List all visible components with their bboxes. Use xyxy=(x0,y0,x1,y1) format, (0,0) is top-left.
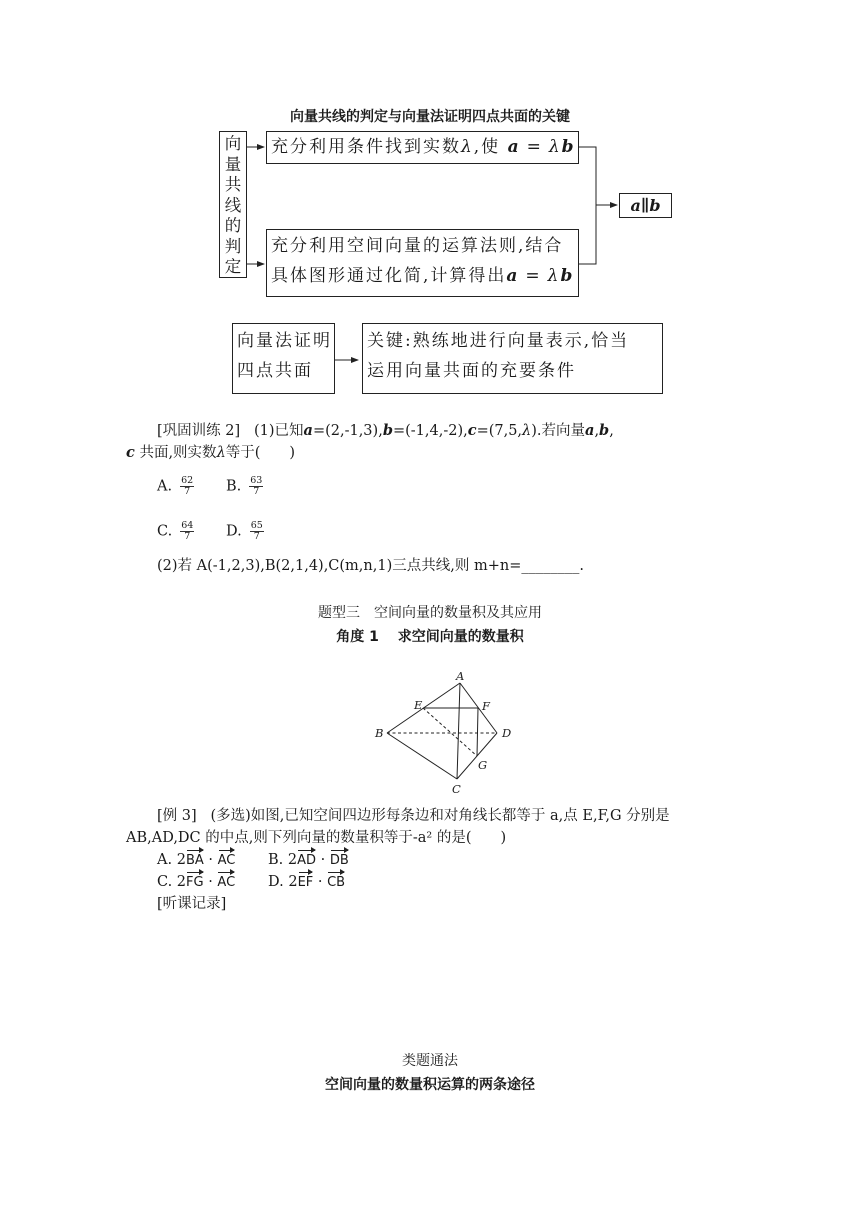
section-heading: 向量共线的判定与向量法证明四点共面的关键 xyxy=(290,109,570,125)
exercise-option-a: A. $\frac{62}{7}$ xyxy=(157,475,194,497)
segment-EG-hidden xyxy=(423,708,477,756)
tetrahedron-figure xyxy=(360,668,520,798)
exercise-question-2: (2)若 A(-1,2,3),B(2,1,4),C(m,n,1)三点共线,则 m+n=________. xyxy=(157,558,584,574)
label-F: F xyxy=(482,699,490,713)
edge-AC xyxy=(457,683,460,779)
notes-label: [听课记录] xyxy=(157,896,227,912)
flow-box-2: 充分利用空间向量的运算法则,结合 具体图形通过化简,计算得出a = λb xyxy=(266,229,579,297)
example-option-a: A. 2BA · AC xyxy=(157,850,235,871)
exercise-line-2: c 共面,则实数λ等于( ) xyxy=(126,444,296,461)
exercise-line-1: [巩固训练 2] (1)已知a=(2,-1,3),b=(-1,4,-2),c=(7,5,λ).若向量a,b, xyxy=(157,422,614,439)
example-option-b: B. 2AD · DB xyxy=(268,850,349,871)
flow-result-box: a∥b xyxy=(619,193,672,218)
flow-left-label: 向 量 共 线 的 判 定 xyxy=(219,131,247,278)
example-line-1: [例 3] (多选)如图,已知空间四边形每条边和对角线长都等于 a,点 E,F,G 分别是 xyxy=(157,808,670,824)
flow-box-1: 充分利用条件找到实数λ,使 a = λb xyxy=(266,131,579,164)
exercise-option-b: B. $\frac{63}{7}$ xyxy=(226,475,263,497)
label-E: E xyxy=(414,698,423,712)
edge-BC xyxy=(387,733,457,779)
flow2-right-box: 关键:熟练地进行向量表示,恰当 运用向量共面的充要条件 xyxy=(362,323,663,394)
exercise-option-d: D. $\frac{65}{7}$ xyxy=(226,520,263,542)
label-D: D xyxy=(502,726,512,740)
method-heading: 类题通法 xyxy=(402,1053,458,1069)
section-title: 题型三 空间向量的数量积及其应用 xyxy=(318,605,542,621)
label-C: C xyxy=(452,782,461,796)
flow2-left-box: 向量法证明 四点共面 xyxy=(232,323,335,394)
exercise-option-c: C. $\frac{64}{7}$ xyxy=(157,520,194,542)
label-A: A xyxy=(456,669,465,683)
example-option-d: D. 2EF · CB xyxy=(268,872,345,893)
section-subtitle: 角度 1 求空间向量的数量积 xyxy=(336,629,524,645)
segment-FG xyxy=(477,708,478,756)
label-B: B xyxy=(375,726,384,740)
label-G: G xyxy=(478,758,488,772)
example-option-c: C. 2FG · AC xyxy=(157,872,235,893)
example-line-2: AB,AD,DC 的中点,则下列向量的数量积等于-a² 的是( ) xyxy=(126,830,507,846)
method-subheading: 空间向量的数量积运算的两条途径 xyxy=(325,1077,535,1093)
